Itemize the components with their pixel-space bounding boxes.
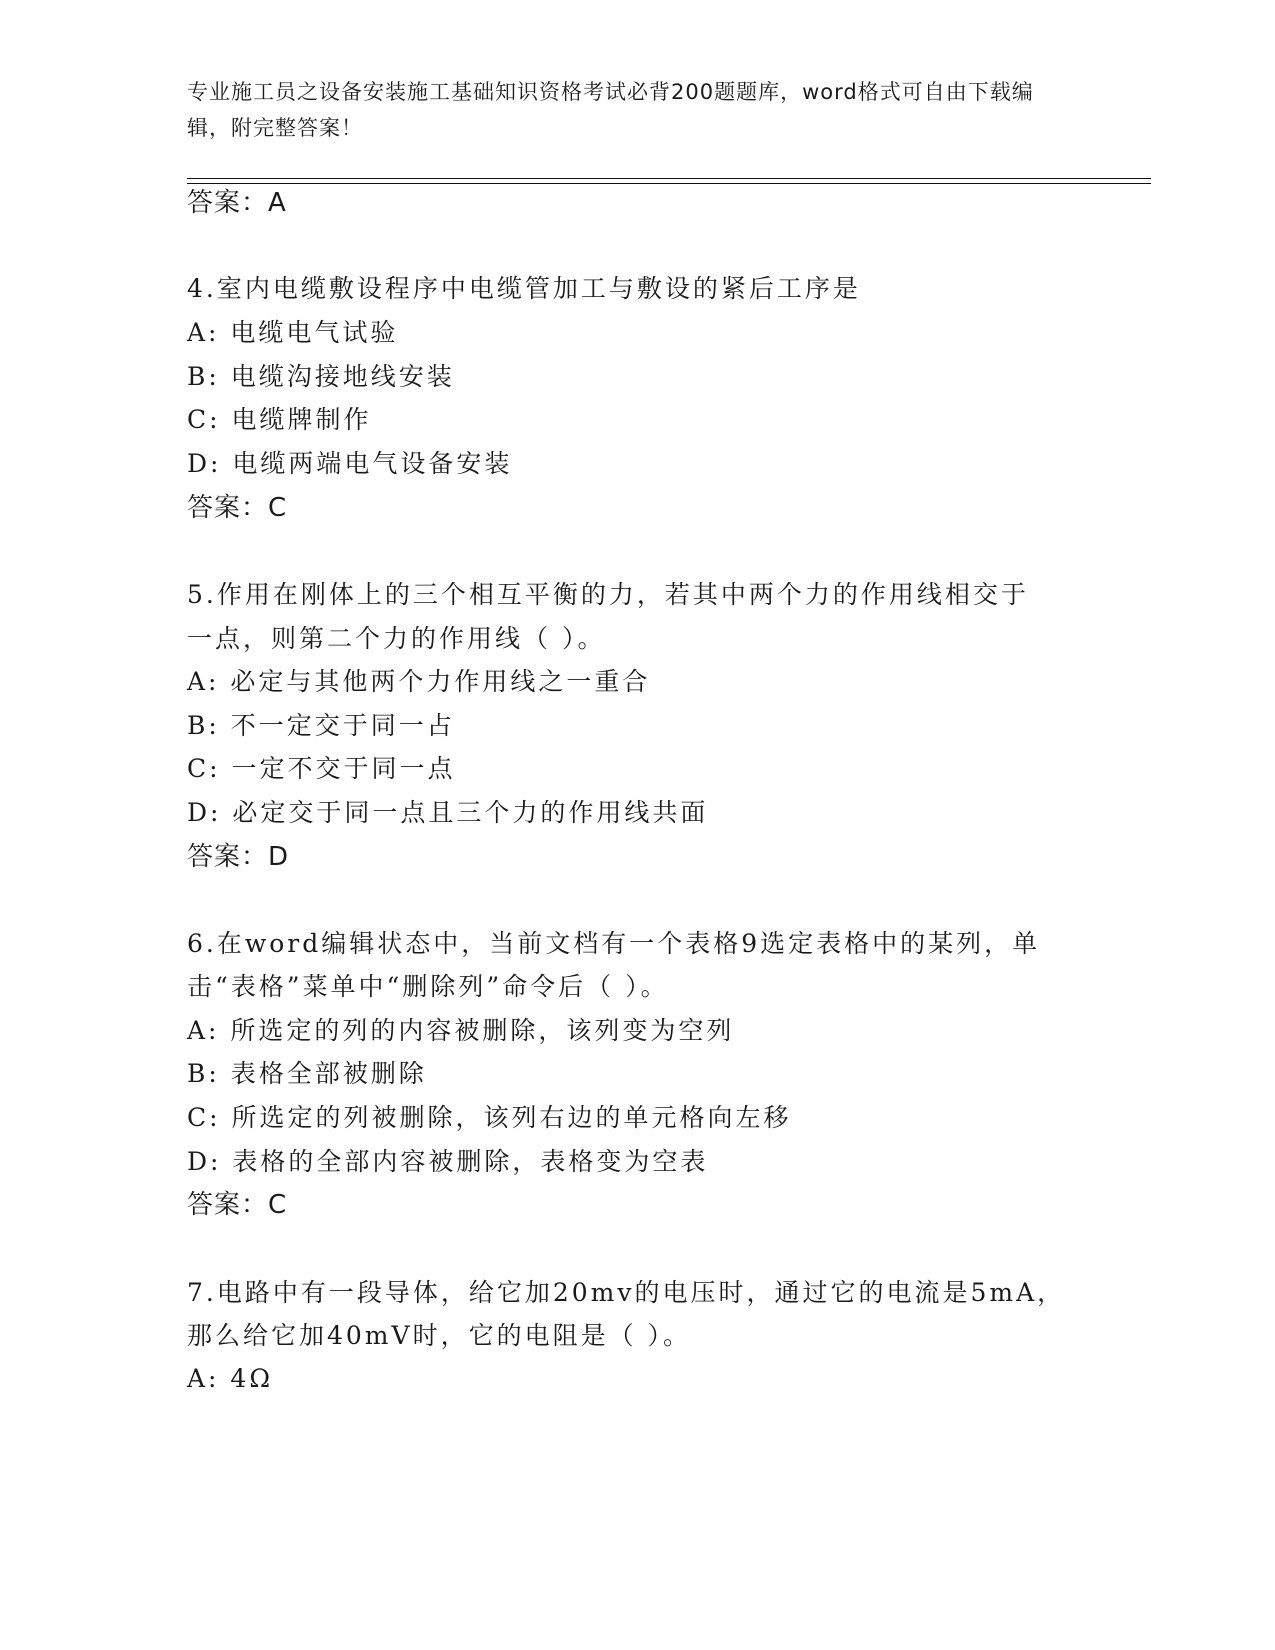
- question-5-option-c: C: 一定不交于同一点: [187, 754, 456, 783]
- question-4-option-b: B: 电缆沟接地线安装: [187, 362, 455, 391]
- question-4-stem: 4.室内电缆敷设程序中电缆管加工与敷设的紧后工序是: [187, 274, 861, 303]
- question-5-stem-line2: 一点，则第二个力的作用线（ ）。: [187, 624, 606, 653]
- question-4-option-d: D: 电缆两端电气设备安装: [187, 449, 513, 478]
- question-6-option-b: B: 表格全部被删除: [187, 1059, 427, 1088]
- header-divider-bottom: [187, 183, 1151, 184]
- question-5-option-d: D: 必定交于同一点且三个力的作用线共面: [187, 798, 709, 827]
- question-7-stem-line1: 7.电路中有一段导体，给它加20mv的电压时，通过它的电流是5mA，: [187, 1278, 1066, 1307]
- question-5-option-a: A: 必定与其他两个力作用线之一重合: [187, 667, 651, 696]
- answer-4: 答案：C: [187, 493, 288, 523]
- question-7-option-a: A: 4Ω: [187, 1364, 274, 1393]
- question-6-option-c: C: 所选定的列被删除，该列右边的单元格向左移: [187, 1103, 792, 1132]
- question-6-stem-line2: 击“表格”菜单中“删除列”命令后（ ）。: [187, 972, 669, 1001]
- question-7-stem-line2: 那么给它加40mV时，它的电阻是（ ）。: [187, 1321, 692, 1350]
- question-4-option-c: C: 电缆牌制作: [187, 405, 372, 434]
- question-6-option-d: D: 表格的全部内容被删除，表格变为空表: [187, 1147, 709, 1176]
- question-6-option-a: A: 所选定的列的内容被删除，该列变为空列: [187, 1016, 735, 1045]
- answer-5: 答案：D: [187, 842, 290, 872]
- question-4-option-a: A: 电缆电气试验: [187, 318, 399, 347]
- question-5-option-b: B: 不一定交于同一占: [187, 711, 455, 740]
- header-divider-top: [187, 178, 1151, 179]
- question-5-stem-line1: 5.作用在刚体上的三个相互平衡的力，若其中两个力的作用线相交于: [187, 580, 1029, 609]
- question-6-stem-line1: 6.在word编辑状态中，当前文档有一个表格9选定表格中的某列，单: [187, 929, 1041, 958]
- document-header: 专业施工员之设备安装施工基础知识资格考试必背200题题库，word格式可自由下载编辑，附完整答案！: [187, 80, 1034, 140]
- answer-6: 答案：C: [187, 1190, 288, 1220]
- answer-3: 答案：A: [187, 188, 287, 218]
